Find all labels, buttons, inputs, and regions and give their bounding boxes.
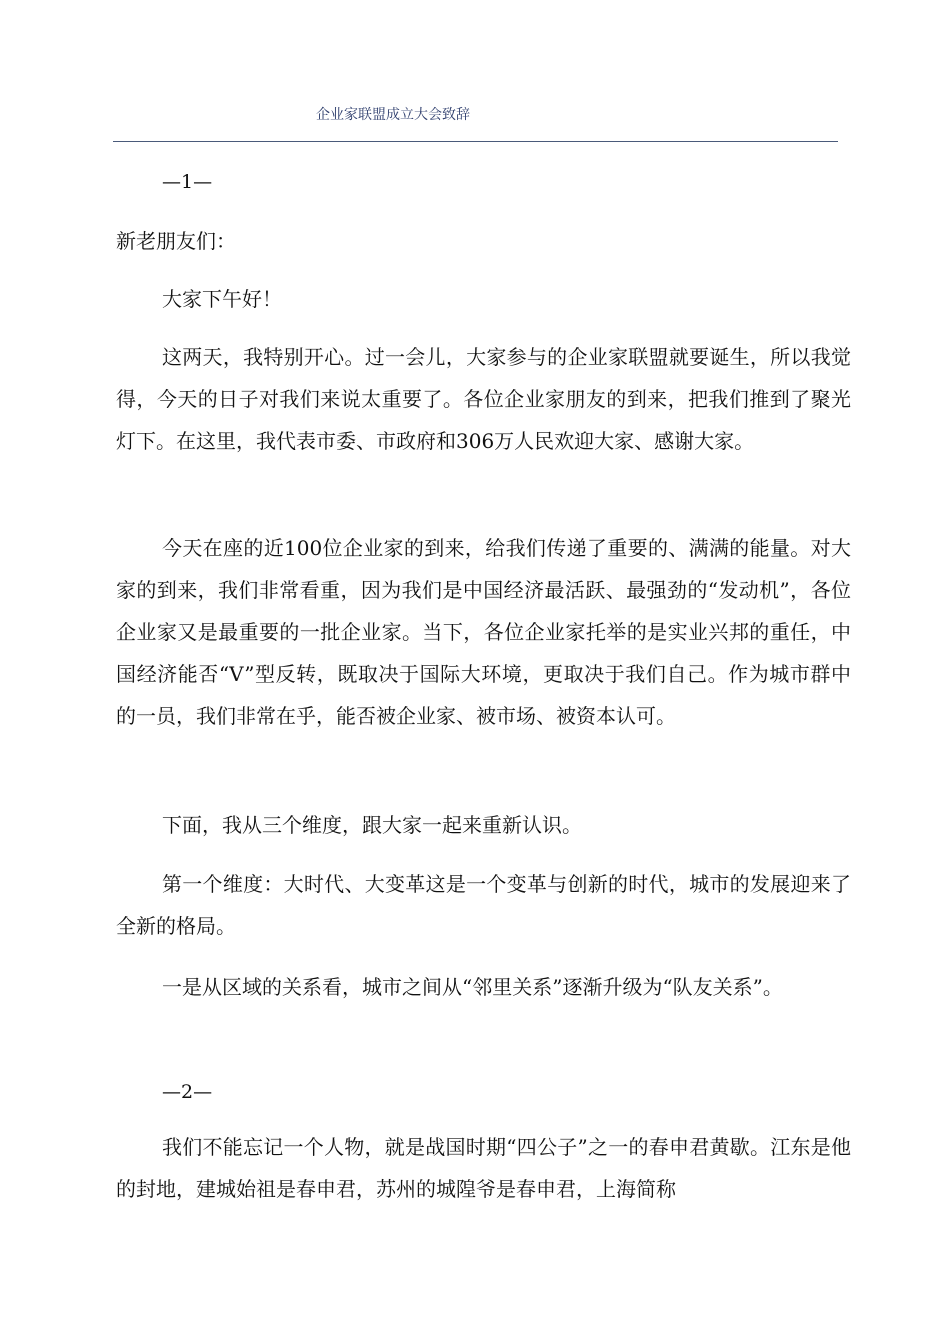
body-paragraph: 今天在座的近100位企业家的到来，给我们传递了重要的、满满的能量。对大家的到来，我们非常看重，因为我们是中国经济最活跃、最强劲的“发动机”，各位企业家又是最重要的一批企业家。当下，各位企业家托举的是实业兴邦的重任，中国经济能否“V”型反转，既取决于国际大环境，更取决于我们自己。作为城市群中的一员，我们非常在乎，能否被企业家、被市场、被资本认可。 <box>116 536 851 728</box>
body-paragraph: 我们不能忘记一个人物，就是战国时期“四公子”之一的春申君黄歇。江东是他的封地，建城始祖是春申君，苏州的城隍爷是春申君，上海简称 <box>116 1135 851 1201</box>
page-number: —2— <box>162 1081 213 1103</box>
greeting-paragraph: 大家下午好！ <box>162 287 282 311</box>
body-paragraph: 一是从区域的关系看，城市之间从“邻里关系”逐渐升级为“队友关系”。 <box>162 975 783 999</box>
header-divider <box>113 141 838 142</box>
body-paragraph: 第一个维度：大时代、大变革这是一个变革与创新的时代，城市的发展迎来了全新的格局。 <box>116 872 851 938</box>
page-number: —1— <box>162 171 213 193</box>
body-paragraph: 这两天，我特别开心。过一会儿，大家参与的企业家联盟就要诞生，所以我觉得，今天的日子对我们来说太重要了。各位企业家朋友的到来，把我们推到了聚光灯下。在这里，我代表市委、市政府和306万人民欢迎大家、感谢大家。 <box>116 345 851 453</box>
salutation: 新老朋友们： <box>116 229 236 253</box>
body-paragraph: 下面，我从三个维度，跟大家一起来重新认识。 <box>162 813 582 837</box>
header-title: 企业家联盟成立大会致辞 <box>316 107 470 123</box>
